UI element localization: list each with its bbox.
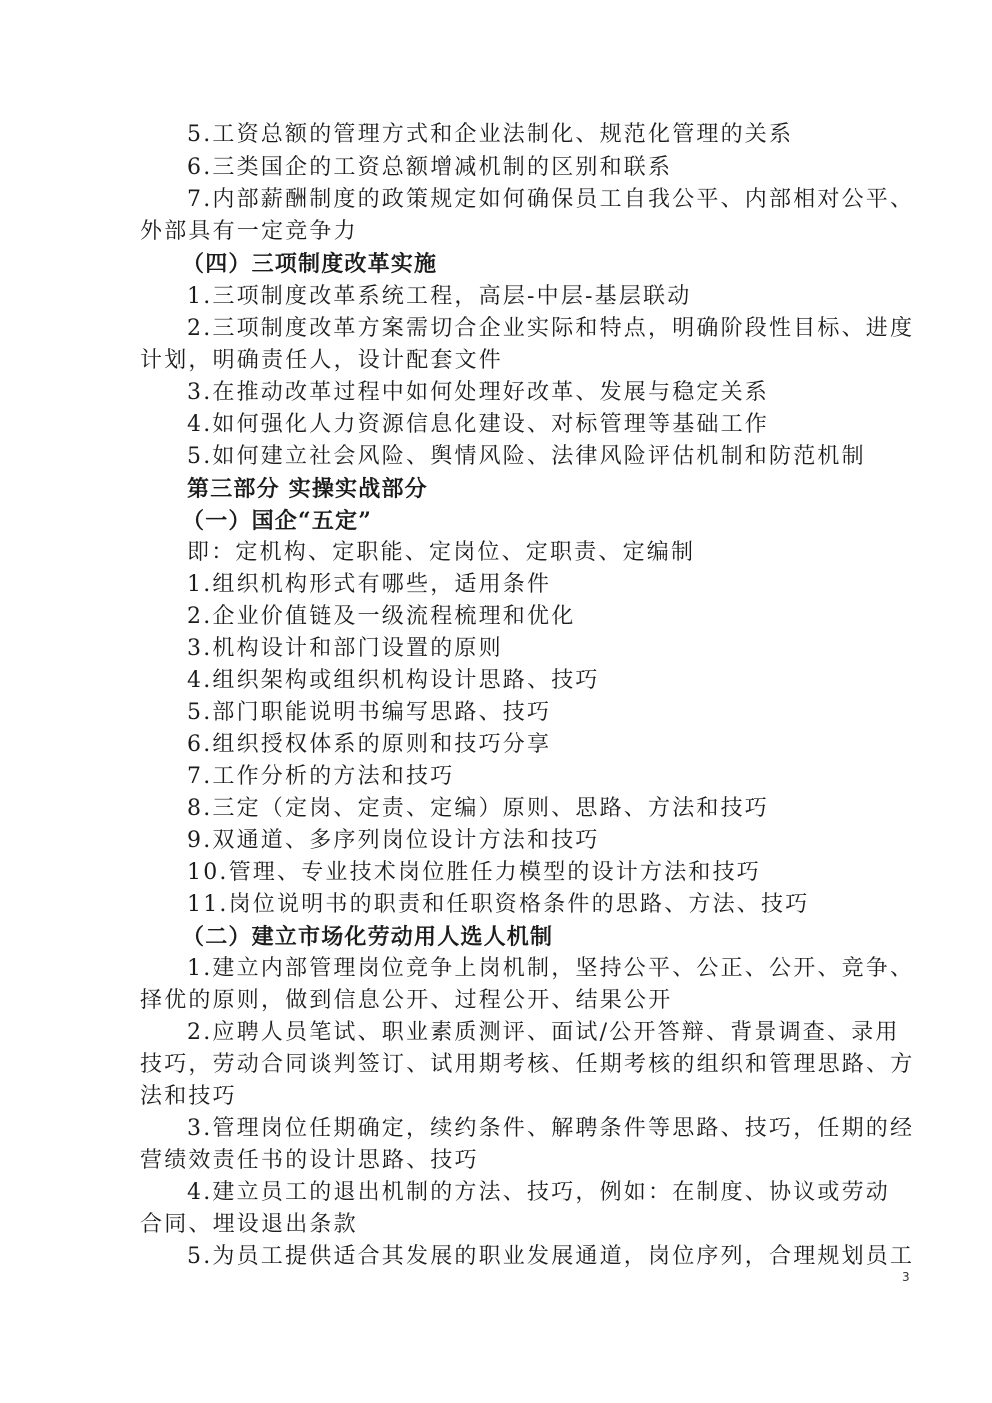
list-item-continuation: 营绩效责任书的设计思路、技巧 <box>140 1148 479 1173</box>
list-item: 1.三项制度改革系统工程，高层-中层-基层联动 <box>187 284 692 309</box>
list-item: 5.工资总额的管理方式和企业法制化、规范化管理的关系 <box>187 122 794 147</box>
intro-text: 即：定机构、定职能、定岗位、定职责、定编制 <box>187 540 696 565</box>
list-item: 1.组织机构形式有哪些，适用条件 <box>187 572 552 597</box>
list-item: 2.应聘人员笔试、职业素质测评、面试/公开答辩、背景调查、录用 <box>187 1020 900 1045</box>
list-item: 5.为员工提供适合其发展的职业发展通道，岗位序列，合理规划员工 <box>187 1244 915 1269</box>
section-heading: （四）三项制度改革实施 <box>182 251 438 277</box>
list-item: 3.管理岗位任期确定，续约条件、解聘条件等思路、技巧，任期的经 <box>187 1116 915 1141</box>
list-item: 5.如何建立社会风险、舆情风险、法律风险评估机制和防范机制 <box>187 444 866 469</box>
list-item: 10.管理、专业技术岗位胜任力模型的设计方法和技巧 <box>187 860 761 885</box>
list-item: 4.组织架构或组织机构设计思路、技巧 <box>187 668 600 693</box>
list-item-continuation: 外部具有一定竞争力 <box>140 219 358 244</box>
list-item: 4.如何强化人力资源信息化建设、对标管理等基础工作 <box>187 412 769 437</box>
list-item-continuation: 计划，明确责任人，设计配套文件 <box>140 348 504 373</box>
section-heading: （一）国企“五定” <box>182 508 373 534</box>
list-item: 8.三定（定岗、定责、定编）原则、思路、方法和技巧 <box>187 796 769 821</box>
list-item-continuation: 择优的原则，做到信息公开、过程公开、结果公开 <box>140 988 673 1013</box>
list-item: 7.工作分析的方法和技巧 <box>187 764 455 789</box>
list-item: 5.部门职能说明书编写思路、技巧 <box>187 700 552 725</box>
list-item: 3.在推动改革过程中如何处理好改革、发展与稳定关系 <box>187 380 769 405</box>
list-item-continuation: 技巧，劳动合同谈判签订、试用期考核、任期考核的组织和管理思路、方 <box>140 1052 915 1077</box>
list-item: 3.机构设计和部门设置的原则 <box>187 636 503 661</box>
list-item-continuation: 法和技巧 <box>140 1084 237 1109</box>
list-item-continuation: 合同、埋设退出条款 <box>140 1212 358 1237</box>
part-heading: 第三部分 实操实战部分 <box>187 476 428 502</box>
list-item: 2.三项制度改革方案需切合企业实际和特点，明确阶段性目标、进度 <box>187 316 915 341</box>
list-item: 1.建立内部管理岗位竞争上岗机制，坚持公平、公正、公开、竞争、 <box>187 956 915 981</box>
section-heading: （二）建立市场化劳动用人选人机制 <box>182 924 554 950</box>
list-item: 6.三类国企的工资总额增减机制的区别和联系 <box>187 155 673 180</box>
list-item: 11.岗位说明书的职责和任职资格条件的思路、方法、技巧 <box>187 892 810 917</box>
list-item: 9.双通道、多序列岗位设计方法和技巧 <box>187 828 600 853</box>
page-number: 3 <box>902 1270 910 1284</box>
list-item: 2.企业价值链及一级流程梳理和优化 <box>187 604 576 629</box>
list-item: 7.内部薪酬制度的政策规定如何确保员工自我公平、内部相对公平、 <box>187 187 915 212</box>
list-item: 4.建立员工的退出机制的方法、技巧，例如：在制度、协议或劳动 <box>187 1180 890 1205</box>
list-item: 6.组织授权体系的原则和技巧分享 <box>187 732 552 757</box>
